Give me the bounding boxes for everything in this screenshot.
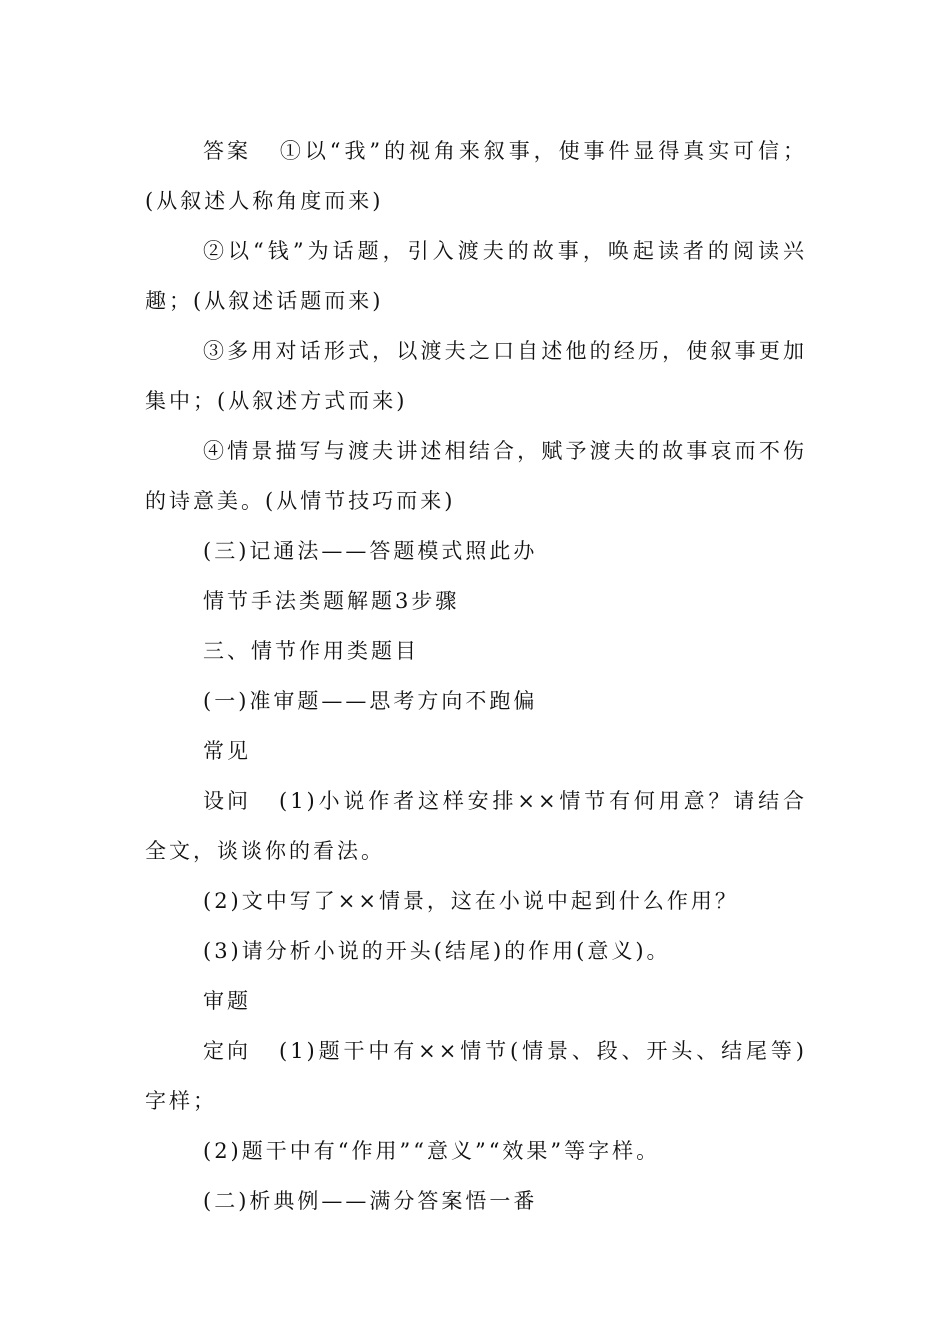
label-answer: 答案 [203, 139, 251, 163]
paragraph-text: ②以“钱”为话题，引入渡夫的故事，唤起读者的阅读兴趣；(从叙述话题而来) [145, 239, 807, 313]
paragraph-text: ③多用对话形式，以渡夫之口自述他的经历，使叙事更加集中；(从叙述方式而来) [145, 339, 807, 413]
paragraph-answer-1 [145, 126, 807, 226]
paragraph-text: (2)题干中有“作用”“意义”“效果”等字样。 [203, 1139, 661, 1163]
paragraph-common [145, 726, 807, 776]
paragraph-text: (三)记通法——答题模式照此办 [203, 539, 538, 563]
paragraph-text: (二)析典例——满分答案悟一番 [203, 1189, 538, 1213]
paragraph-answer-3 [145, 326, 807, 426]
heading-general-method [145, 526, 807, 576]
document-page [145, 126, 807, 1226]
paragraph-answer-4 [145, 426, 807, 526]
paragraph-text: 情节手法类题解题3步骤 [203, 589, 460, 613]
heading-analysis [145, 1176, 807, 1226]
heading-review [145, 676, 807, 726]
paragraph-text: 常见 [203, 739, 251, 763]
paragraph-text: 审题 [203, 989, 251, 1013]
paragraph-text: ④情景描写与渡夫讲述相结合，赋予渡夫的故事哀而不伤的诗意美。(从情节技巧而来) [145, 439, 807, 513]
paragraph-question-3 [145, 926, 807, 976]
paragraph-orientation-1 [145, 1026, 807, 1126]
heading-section-three [145, 626, 807, 676]
paragraph-text: (1)小说作者这样安排××情节有何用意？请结合全文，谈谈你的看法。 [145, 789, 807, 863]
paragraph-text: (一)准审题——思考方向不跑偏 [203, 689, 538, 713]
paragraph-orientation-2 [145, 1126, 807, 1176]
paragraph-text: (2)文中写了××情景，这在小说中起到什么作用？ [203, 889, 739, 913]
paragraph-answer-2 [145, 226, 807, 326]
paragraph-steps [145, 576, 807, 626]
paragraph-text: 三、情节作用类题目 [203, 639, 419, 663]
paragraph-question-2 [145, 876, 807, 926]
paragraph-text: (3)请分析小说的开头(结尾)的作用(意义)。 [203, 939, 671, 963]
paragraph-text: (1)题干中有××情节(情景、段、开头、结尾等)字样； [145, 1039, 807, 1113]
paragraph-text: ①以“我”的视角来叙事，使事件显得真实可信；(从叙述人称角度而来) [145, 139, 807, 213]
paragraph-review-label [145, 976, 807, 1026]
label-question: 设问 [203, 789, 251, 813]
paragraph-question-1 [145, 776, 807, 876]
label-orientation: 定向 [203, 1039, 251, 1063]
